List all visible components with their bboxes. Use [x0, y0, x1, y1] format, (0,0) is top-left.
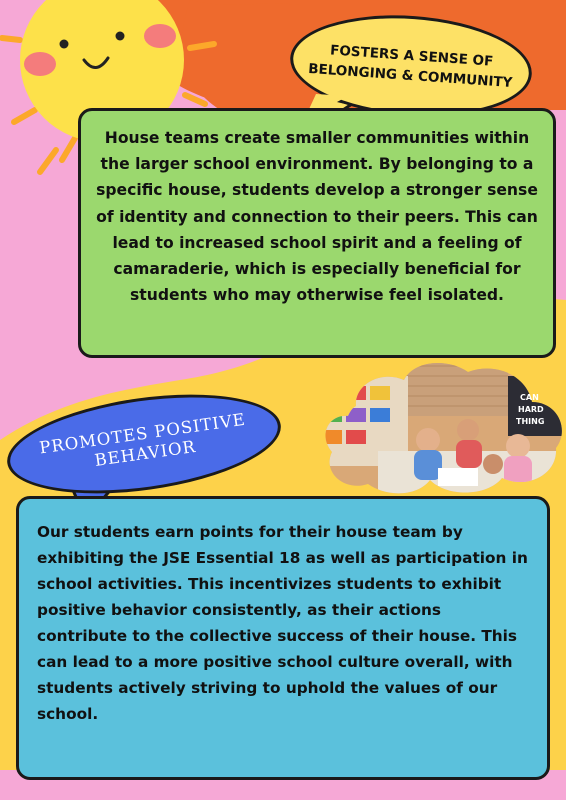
- classroom-photo: [318, 356, 566, 496]
- svg-text:THING: THING: [516, 417, 545, 426]
- photo-sign-text: CAN: [520, 393, 539, 402]
- behavior-panel: [16, 496, 550, 780]
- heading-behavior: PROMOTES POSITIVE BEHAVIOR: [38, 409, 247, 470]
- belonging-text: House teams create smaller communities within the larger school environment. By belonging to a specific house, students develop a stronger sense of identity and connection to their peers. This can lead to increased school spirit and a feeling of camaraderie, which is especially beneficial for students who may otherwise feel isolated.: [96, 129, 538, 305]
- behavior-text: Our students earn points for their house team by exhibiting the JSE Essential 18 as well as participation in school activities. This incentivizes students to exhibit positive behavior consistently, as their actions contribute to the collective success of their house. This can lead to a more positive school culture overall, with students actively striving to uphold the values of our school.: [37, 523, 528, 723]
- svg-text:HARD: HARD: [518, 405, 544, 414]
- belonging-panel: [78, 108, 556, 358]
- heading-belonging: FOSTERS A SENSE OF BELONGING & COMMUNITY: [307, 42, 513, 92]
